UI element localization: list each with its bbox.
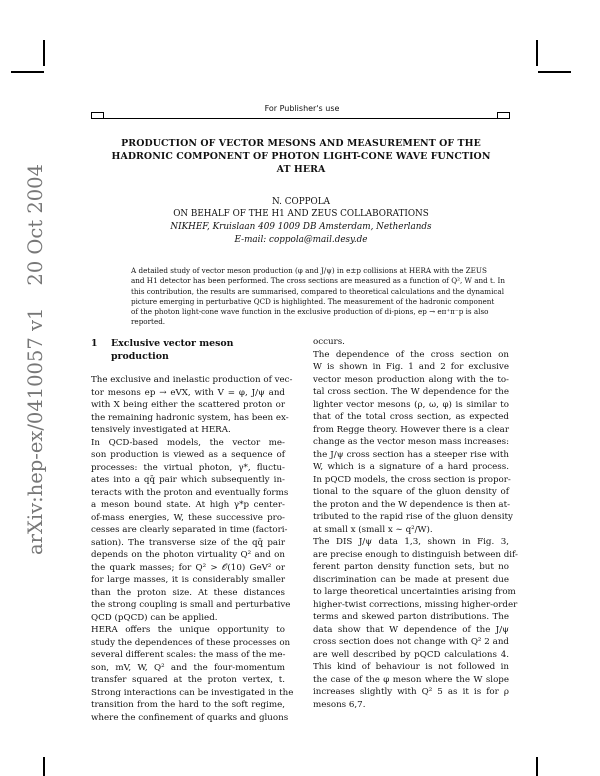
- author-affiliation: NIKHEF, Kruislaan 409 1009 DB Amsterdam, Netherlands: [170, 222, 432, 232]
- arxiv-id: arXiv:hep-ex/0410057 v1: [24, 307, 47, 555]
- abstract-line: this contribution, the results are summarised, compared to theoretical calculations and the dynamical: [131, 286, 505, 296]
- text-line: vector meson production along with the to-: [313, 374, 509, 385]
- crop-mark-bottom-right: [536, 757, 538, 776]
- text-line: the strong coupling is small and perturbative: [91, 600, 291, 610]
- text-line: cesses are clearly separated in time (factori-: [91, 525, 288, 535]
- text-line: higher-twist corrections, missing higher-order: [313, 599, 518, 610]
- publisher-rule: [104, 118, 497, 119]
- text-line: the proton and the W dependence is then at-: [313, 499, 511, 510]
- section-heading: [91, 338, 285, 363]
- left-column-text: [91, 374, 294, 724]
- text-line: terms and skewed parton distributions. The: [313, 612, 509, 622]
- title-line: PRODUCTION OF VECTOR MESONS AND MEASUREMENT OF THE: [121, 138, 481, 149]
- text-line: son production is viewed as a sequence of: [91, 450, 285, 460]
- text-line: processes: the virtual photon, γ*, fluctu-: [91, 462, 285, 473]
- crop-mark-bottom-left: [43, 757, 45, 776]
- text-line: a meson bound state. At high γ*p center-: [91, 500, 285, 510]
- text-line: teracts with the proton and eventually forms: [91, 487, 289, 498]
- abstract: [131, 266, 505, 328]
- text-line: ates into a qq̄ pair which subsequently in-: [91, 475, 285, 485]
- abstract-line: reported.: [131, 317, 166, 327]
- crop-mark-top-right: [536, 40, 538, 66]
- text-line: discrimination can be made at present due: [313, 574, 509, 585]
- text-line: The exclusive and inelastic production of vec-: [91, 375, 293, 385]
- crop-mark-top-left: [43, 40, 45, 66]
- text-line: for large masses, it is considerably smaller: [91, 575, 285, 585]
- text-line: depends on the photon virtuality Q² and on: [91, 550, 285, 560]
- abstract-line: and H1 detector has been performed. The cross sections are measured as a function of Q², W and t. In: [131, 276, 505, 286]
- text-line: mesons 6,7.: [313, 699, 366, 710]
- text-line: from Regge theory. However there is a clear: [313, 424, 509, 435]
- text-line: The dependence of the cross section on: [313, 349, 509, 360]
- publisher-note: For Publisher's use: [200, 104, 404, 113]
- text-line: the case of the φ meson where the W slope: [313, 674, 509, 685]
- text-line: HERA offers the unique opportunity to: [91, 625, 285, 635]
- text-line: increases slightly with Q² 5 as it is for ρ: [313, 687, 509, 697]
- arxiv-date: 20 Oct 2004: [24, 164, 47, 286]
- title-line: HADRONIC COMPONENT OF PHOTON LIGHT-CONE WAVE FUNCTION: [111, 151, 491, 162]
- text-line: occurs.: [313, 337, 345, 347]
- publisher-box-left: [91, 112, 104, 119]
- text-line: at small x (small x ∼ q²/W).: [313, 524, 433, 535]
- text-line: transition from the hard to the soft regime,: [91, 700, 285, 710]
- crop-mark-top-left-horizontal: [11, 71, 44, 73]
- text-line: the quark masses; for Q² > 𝒪(10) GeV² or: [91, 562, 285, 573]
- text-line: than the proton size. At these distances: [91, 587, 285, 598]
- text-line: Strong interactions can be investigated in the: [91, 687, 294, 698]
- author-email: E-mail: coppola@mail.desy.de: [234, 235, 368, 245]
- text-line: lighter vector mesons (ρ, ω, φ) is similar to: [313, 399, 509, 410]
- text-line: where the confinement of quarks and gluons: [91, 712, 289, 723]
- text-line: to large theoretical uncertainties arising from: [313, 587, 516, 597]
- text-line: study the dependences of these processes on: [91, 637, 291, 648]
- author-name: N. COPPOLA: [272, 197, 330, 207]
- text-line: W is shown in Fig. 1 and 2 for exclusive: [313, 362, 509, 372]
- text-line: of-mass energies, W, these successive pro-: [91, 512, 285, 523]
- title-line: AT HERA: [276, 164, 326, 175]
- text-line: cross section does not change with Q² 2 and: [313, 637, 509, 647]
- abstract-line: A detailed study of vector meson production (φ and J/ψ) in e±p collisions at HERA with the ZEUS: [131, 266, 487, 275]
- text-line: the remaining hadronic system, has been ex-: [91, 412, 289, 423]
- text-line: data show that W dependence of the J/ψ: [313, 624, 509, 635]
- text-line: change as the vector meson mass increases:: [313, 437, 509, 447]
- text-line: are well described by pQCD calculations 4.: [313, 649, 509, 660]
- right-column-text: [313, 336, 518, 711]
- text-line: tensively investigated at HERA.: [91, 425, 231, 435]
- text-line: The DIS J/ψ data 1,3, shown in Fig. 3,: [313, 537, 509, 547]
- crop-mark-top-right-horizontal: [538, 71, 571, 73]
- text-line: several different scales: the mass of the me-: [91, 650, 286, 660]
- arxiv-stamp: [24, 164, 47, 555]
- section-title-line1: Exclusive vector meson: [111, 338, 234, 349]
- text-line: that of the total cross section, as expected: [313, 412, 509, 422]
- publisher-box-right: [497, 112, 510, 119]
- text-line: transfer squared at the proton vertex, t.: [91, 675, 285, 685]
- text-line: In QCD-based models, the vector me-: [91, 437, 285, 448]
- left-column: [91, 338, 294, 758]
- abstract-line: picture emerging in perturbative QCD is highlighted. The measurement of the hadronic component: [131, 296, 495, 306]
- text-line: QCD (pQCD) can be applied.: [91, 612, 218, 623]
- section-number: 1: [91, 338, 98, 349]
- text-line: tional to the square of the gluon density of: [313, 487, 509, 497]
- text-line: son, mV, W, Q² and the four-momentum: [91, 662, 285, 673]
- section-title-line2: production: [111, 350, 169, 362]
- author-collaboration: ON BEHALF OF THE H1 AND ZEUS COLLABORATIONS: [173, 209, 429, 219]
- paper-title: [86, 137, 516, 176]
- text-line: sation). The transverse size of the qq̄ pair: [91, 537, 285, 548]
- text-line: the J/ψ cross section has a steeper rise with: [313, 449, 509, 460]
- text-line: with X being either the scattered proton or: [91, 400, 285, 410]
- text-line: This kind of behaviour is not followed in: [313, 662, 509, 672]
- right-column: [313, 336, 518, 766]
- abstract-line: of the photon light-cone wave function in the exclusive production of di-pions, ep → eπ⁺π⁻p is also: [131, 307, 489, 317]
- text-line: tal cross section. The W dependence for the: [313, 387, 509, 397]
- text-line: In pQCD models, the cross section is propor-: [313, 474, 511, 485]
- text-line: tor mesons ep → eVX, with V = φ, J/ψ and: [91, 387, 285, 398]
- text-line: are precise enough to distinguish between dif-: [313, 549, 518, 560]
- text-line: tributed to the rapid rise of the gluon density: [313, 512, 513, 522]
- text-line: ferent parton density function sets, but no: [313, 562, 509, 572]
- text-line: W, which is a signature of a hard process.: [313, 462, 509, 472]
